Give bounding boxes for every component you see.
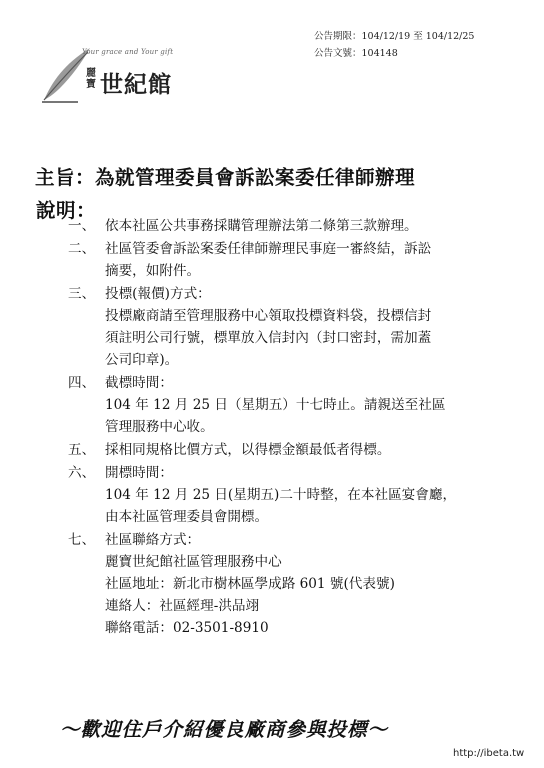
- explain-heading: 說明：: [36, 199, 97, 222]
- item-line: 連絡人：社區經理-洪品翊: [105, 598, 260, 614]
- notice-meta: [314, 28, 474, 62]
- item-number: 四、: [68, 375, 96, 391]
- item-line: 投標(報價)方式：: [105, 286, 211, 302]
- item-line: 聯絡電話：02-3501-8910: [105, 620, 269, 636]
- item-line: 社區聯絡方式：: [105, 532, 201, 548]
- item-number: 二、: [68, 241, 96, 257]
- item-number: 一、: [68, 218, 96, 234]
- item-line: 104 年 12 月 25 日（星期五）十七時止。請親送至社區: [105, 397, 446, 413]
- source-watermark: http://ibeta.tw: [453, 748, 525, 759]
- item-line: 公司印章)。: [105, 352, 179, 368]
- item-line: 麗寶世紀館社區管理服務中心: [105, 554, 282, 570]
- notice-doc-number: 公告文號：104148: [314, 48, 398, 59]
- item-line: 摘要，如附件。: [105, 263, 201, 279]
- logo-script: Your grace and Your gift: [82, 48, 174, 56]
- item-line: 依本社區公共事務採購管理辦法第二條第三款辦理。: [105, 218, 418, 234]
- item-line: 社區地址：新北市樹林區學成路 601 號(代表號): [105, 576, 395, 592]
- item-line: 開標時間：: [105, 465, 173, 481]
- building-logo: [38, 42, 188, 112]
- item-number: 七、: [68, 532, 96, 548]
- logo-name: 世紀館: [100, 71, 172, 98]
- item-line: 104 年 12 月 25 日(星期五)二十時整，在本社區宴會廳，: [105, 487, 457, 503]
- item-line: 管理服務中心收。: [105, 419, 214, 435]
- footer-slogan: ～歡迎住戶介紹優良廠商參與投標～: [60, 718, 389, 741]
- notice-period: 公告期限：104/12/19 至 104/12/25: [314, 31, 475, 42]
- item-line: 採相同規格比價方式，以得標金額最低者得標。: [105, 442, 391, 458]
- item-line: 社區管委會訴訟案委任律師辦理民事庭一審終結，訴訟: [105, 241, 432, 257]
- item-number: 六、: [68, 465, 96, 481]
- item-line: 投標廠商請至管理服務中心領取投標資料袋，投標信封: [105, 308, 432, 324]
- item-line: 須註明公司行號，標單放入信封內（封口密封，需加蓋: [105, 330, 432, 346]
- item-number: 三、: [68, 286, 96, 302]
- item-line: 由本社區管理委員會開標。: [105, 509, 269, 525]
- logo-small-text: 麗寶: [86, 68, 96, 90]
- item-line: 截標時間：: [105, 375, 173, 391]
- item-number: 五、: [68, 442, 96, 458]
- notice-subject: 主旨：為就管理委員會訴訟案委任律師辦理: [35, 166, 416, 189]
